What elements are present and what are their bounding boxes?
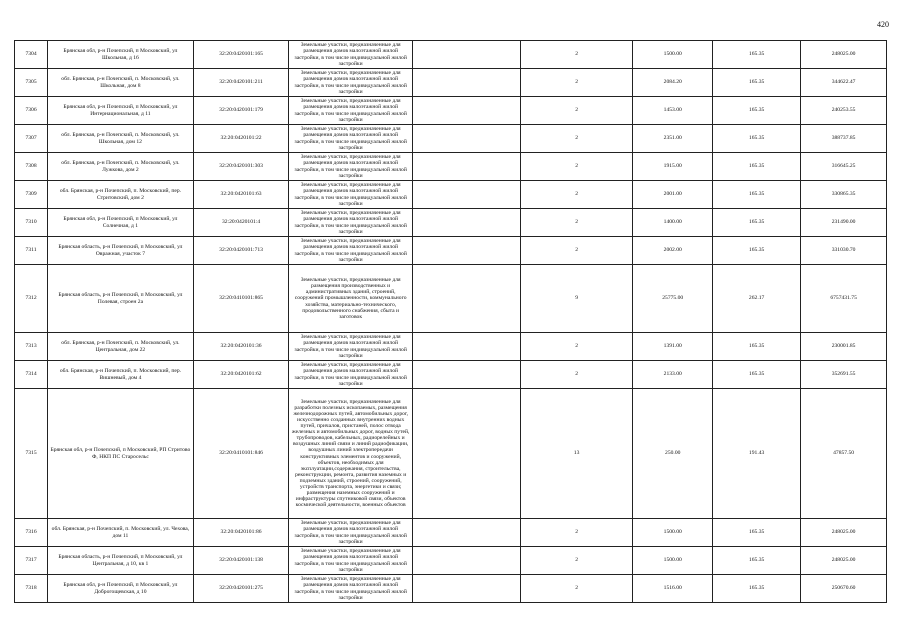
cadastral-number-cell: 32:20:0420101:4 [193,209,289,237]
page-number: 420 [877,20,889,29]
table-row [15,69,887,97]
cadastral-value-cell: 248025.00 [801,547,887,575]
group-cell: 2 [520,181,633,209]
area-cell: 1453.00 [633,97,713,125]
address-cell: Брянская область, р-н Почепский, п Московский, ул Овражная, участок 7 [48,237,194,265]
group-cell: 2 [520,41,633,69]
table-row [15,519,887,547]
land-use-cell: Земельные участки, предназначенные для размещения домов малоэтажной жилой застройки, в том числе индивидуальной жилой застройки [289,153,413,181]
area-cell: 25775.00 [633,265,713,333]
table-row [15,209,887,237]
cadastral-value-cell: 47857.50 [801,389,887,519]
address-cell: Брянская область, р-н Почепский, п Московский, ул Центральная, д 10, кв 1 [48,547,194,575]
address-cell: обл. Брянская, р-н Почепский, п. Московский, ул. Центральная, дом 22 [48,333,194,361]
table-row [15,547,887,575]
empty-cell [413,361,521,389]
group-cell: 2 [520,547,633,575]
group-cell: 2 [520,97,633,125]
rate-cell: 165.35 [713,519,801,547]
table-body [15,41,887,603]
area-cell: 2133.00 [633,361,713,389]
table-row [15,361,887,389]
cadastral-value-cell: 231490.00 [801,209,887,237]
group-cell: 2 [520,237,633,265]
cadastral-value-cell: 248025.00 [801,41,887,69]
row-number: 7314 [15,361,48,389]
cadastral-number-cell: 32:20:0420101:63 [193,181,289,209]
table-row [15,389,887,519]
cadastral-value-cell: 250670.60 [801,575,887,603]
land-use-cell: Земельные участки, предназначенные для разработки полезных ископаемых, размещения железнодорожных путей, автомобильных дорог, искусственно созданных внутренних водных путей, причалов, пристаней, полос отвода железных и автомобильных дорог, водных путей, трубопроводов, кабельных, радиорелейных и воздушных линий связи и линий радиофикации, воздушных линий электропередачи конструктивных элементов и сооружений, объектов, необходимых для эксплуатации,содержания, строительства, реконструкции, ремонта, развития наземных и подземных зданий, строений, сооружений, устройств транспорта, энергетики и связи; размещения наземных сооружений и инфраструктуры спутниковой связи, объектов космической деятельности, военных объектов [289,389,413,519]
rate-cell: 165.35 [713,181,801,209]
rate-cell: 165.35 [713,333,801,361]
rate-cell: 165.35 [713,97,801,125]
area-cell: 2351.00 [633,125,713,153]
row-number: 7315 [15,389,48,519]
empty-cell [413,181,521,209]
address-cell: Брянская обл, р-н Почепский, п Московский, ул Интернациональная, д 11 [48,97,194,125]
cadastral-value-cell: 331030.70 [801,237,887,265]
cadastral-number-cell: 32:20:0420101:303 [193,153,289,181]
land-use-cell: Земельные участки, предназначенные для размещения домов малоэтажной жилой застройки, в том числе индивидуальной жилой застройки [289,361,413,389]
rate-cell: 165.35 [713,153,801,181]
empty-cell [413,209,521,237]
empty-cell [413,547,521,575]
row-number: 7313 [15,333,48,361]
land-use-cell: Земельные участки, предназначенные для размещения домов малоэтажной жилой застройки, в том числе индивидуальной жилой застройки [289,181,413,209]
row-number: 7311 [15,237,48,265]
area-cell: 1500.00 [633,519,713,547]
area-cell: 1400.00 [633,209,713,237]
address-cell: обл. Брянская, р-н Почепский, п. Московский, ул. Школьная, дом 12 [48,125,194,153]
row-number: 7304 [15,41,48,69]
land-use-cell: Земельные участки, предназначенные для размещения домов малоэтажной жилой застройки, в том числе индивидуальной жилой застройки [289,547,413,575]
group-cell: 2 [520,125,633,153]
rate-cell: 165.35 [713,69,801,97]
cadastral-number-cell: 32:20:0420101:138 [193,547,289,575]
empty-cell [413,575,521,603]
cadastral-value-cell: 330865.35 [801,181,887,209]
cadastral-value-cell: 352691.55 [801,361,887,389]
cadastral-number-cell: 32:20:0420101:86 [193,519,289,547]
land-use-cell: Земельные участки, предназначенные для размещения домов малоэтажной жилой застройки, в том числе индивидуальной жилой застройки [289,209,413,237]
area-cell: 2002.00 [633,237,713,265]
rate-cell: 191.43 [713,389,801,519]
group-cell: 9 [520,265,633,333]
group-cell: 2 [520,361,633,389]
land-use-cell: Земельные участки, предназначенные для размещения домов малоэтажной жилой застройки, в том числе индивидуальной жилой застройки [289,519,413,547]
land-use-cell: Земельные участки, предназначенные для размещения домов малоэтажной жилой застройки, в том числе индивидуальной жилой застройки [289,97,413,125]
row-number: 7309 [15,181,48,209]
empty-cell [413,333,521,361]
empty-cell [413,69,521,97]
row-number: 7316 [15,519,48,547]
cadastral-table [14,40,887,603]
rate-cell: 165.35 [713,547,801,575]
group-cell: 2 [520,333,633,361]
rate-cell: 165.35 [713,361,801,389]
cadastral-value-cell: 230001.85 [801,333,887,361]
land-use-cell: Земельные участки, предназначенные для размещения домов малоэтажной жилой застройки, в том числе индивидуальной жилой застройки [289,575,413,603]
rate-cell: 262.17 [713,265,801,333]
row-number: 7306 [15,97,48,125]
land-use-cell: Земельные участки, предназначенные для размещения домов малоэтажной жилой застройки, в том числе индивидуальной жилой застройки [289,237,413,265]
row-number: 7317 [15,547,48,575]
cadastral-value-cell: 248025.00 [801,519,887,547]
cadastral-number-cell: 32:20:0410101:846 [193,389,289,519]
empty-cell [413,237,521,265]
address-cell: Брянская область, р-н Почепский, п Московский, ул Полевая, строен 2а [48,265,194,333]
cadastral-number-cell: 32:20:0420101:179 [193,97,289,125]
address-cell: обл. Брянская, р-н Почепский, п. Московский, ул. Лужкова, дом 2 [48,153,194,181]
group-cell: 2 [520,69,633,97]
table-row [15,181,887,209]
table-row [15,265,887,333]
cadastral-number-cell: 32:20:0420101:165 [193,41,289,69]
rate-cell: 165.35 [713,125,801,153]
rate-cell: 165.35 [713,41,801,69]
row-number: 7312 [15,265,48,333]
area-cell: 1391.00 [633,333,713,361]
land-use-cell: Земельные участки, предназначенные для размещения домов малоэтажной жилой застройки, в том числе индивидуальной жилой застройки [289,333,413,361]
area-cell: 2001.00 [633,181,713,209]
cadastral-number-cell: 32:20:0420101:62 [193,361,289,389]
land-use-cell: Земельные участки, предназначенные для размещения производственных и административных зданий, строений, сооружений промышленности, коммунального хозяйства, материально-технического, продовольственного снабжения, сбыта и заготовок [289,265,413,333]
empty-cell [413,519,521,547]
empty-cell [413,97,521,125]
area-cell: 2084.20 [633,69,713,97]
rate-cell: 165.35 [713,209,801,237]
address-cell: обл. Брянская, р-н Почепский, п. Московский, ул. Школьная, дом 8 [48,69,194,97]
address-cell: обл. Брянская, р-н Почепский, п. Московский, пер. Стритовский, дом 2 [48,181,194,209]
land-use-cell: Земельные участки, предназначенные для размещения домов малоэтажной жилой застройки, в том числе индивидуальной жилой застройки [289,125,413,153]
land-use-cell: Земельные участки, предназначенные для размещения домов малоэтажной жилой застройки, в том числе индивидуальной жилой застройки [289,41,413,69]
area-cell: 1915.00 [633,153,713,181]
cadastral-number-cell: 32:20:0420101:36 [193,333,289,361]
rate-cell: 165.35 [713,575,801,603]
table-row [15,333,887,361]
cadastral-number-cell: 32:20:0420101:275 [193,575,289,603]
table-row [15,153,887,181]
cadastral-number-cell: 32:20:0420101:713 [193,237,289,265]
group-cell: 13 [520,389,633,519]
land-use-cell: Земельные участки, предназначенные для размещения домов малоэтажной жилой застройки, в том числе индивидуальной жилой застройки [289,69,413,97]
row-number: 7318 [15,575,48,603]
address-cell: обл. Брянская, р-н Почепский, п. Московский, пер. Вишневый, дом 4 [48,361,194,389]
row-number: 7307 [15,125,48,153]
area-cell: 1500.00 [633,41,713,69]
group-cell: 2 [520,209,633,237]
area-cell: 1500.00 [633,547,713,575]
table-row [15,97,887,125]
empty-cell [413,153,521,181]
row-number: 7305 [15,69,48,97]
table-row [15,237,887,265]
cadastral-value-cell: 240253.55 [801,97,887,125]
area-cell: 1516.00 [633,575,713,603]
cadastral-number-cell: 32:20:0420101:211 [193,69,289,97]
group-cell: 2 [520,519,633,547]
address-cell: Брянская обл, р-н Почепский, п Московский, ул Солнечная, д 1 [48,209,194,237]
table-row [15,41,887,69]
area-cell: 250.00 [633,389,713,519]
cadastral-value-cell: 388737.85 [801,125,887,153]
address-cell: Брянская обл, р-н Почепский, п Московский, ул Доброгощевская, д 10 [48,575,194,603]
cadastral-value-cell: 316645.25 [801,153,887,181]
empty-cell [413,125,521,153]
rate-cell: 165.35 [713,237,801,265]
cadastral-value-cell: 6757431.75 [801,265,887,333]
address-cell: Брянская обл, р-н Почепский, п Московский, ул Школьная, д 16 [48,41,194,69]
address-cell: обл. Брянская, р-н Почепский, п. Московский, ул. Чехова, дом 11 [48,519,194,547]
table-row [15,575,887,603]
group-cell: 2 [520,153,633,181]
empty-cell [413,41,521,69]
cadastral-value-cell: 344622.47 [801,69,887,97]
cadastral-number-cell: 32:20:0420101:22 [193,125,289,153]
empty-cell [413,265,521,333]
empty-cell [413,389,521,519]
row-number: 7308 [15,153,48,181]
group-cell: 2 [520,575,633,603]
address-cell: Брянская обл, р-н Почепский, п Московский, РП Стритово Ф, НКП ПС Старосельс [48,389,194,519]
row-number: 7310 [15,209,48,237]
table-row [15,125,887,153]
cadastral-number-cell: 32:20:0410101:865 [193,265,289,333]
